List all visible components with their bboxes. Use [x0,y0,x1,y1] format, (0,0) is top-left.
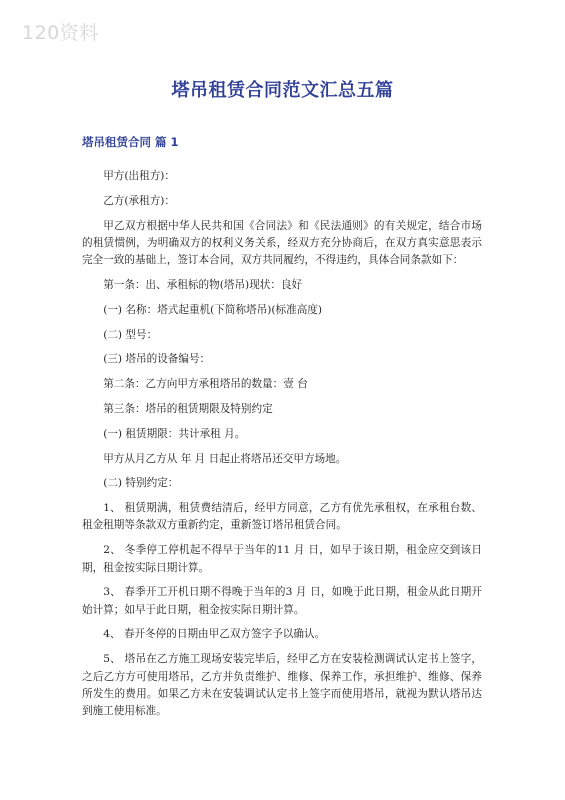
paragraph-clause-4: 4、 春开冬停的日期由甲乙双方签字予以确认。 [103,628,326,641]
paragraph-clause-3: 3、 春季开工开机日期不得晚于当年的3 月 日，如晚于此日期，租金从此日期开始计算；如早于此日期，租金按实际日期计算。 [82,586,482,616]
paragraph-article-3: 第三条：塔吊的租赁期限及特别约定 [103,402,273,415]
paragraph-return-date: 甲方从月乙方从 年 月 日起止将塔吊还交甲方场地。 [103,452,347,465]
paragraph-clause-5: 5、 塔吊在乙方施工现场安装完毕后，经甲乙方在安装检测调试认定书上签字，之后乙方方可使用塔吊，乙方并负责维护、维修、保养工作，承担维护、维修、保养所发生的费用。如果乙方未在安装调试认定书上签字而使用塔吊，就视为默认塔吊达到施工使用标准。 [82,653,482,718]
paragraph-party-a: 甲方(出租方)： [103,170,176,182]
paragraph-item-serial: (三) 塔吊的设备编号： [103,353,211,366]
paragraph-item-model: (二) 型号： [103,328,158,341]
section-heading: 塔吊租赁合同 篇 1 [82,135,179,149]
paragraph-article-1: 第一条：出、承租标的物(塔吊)现状：良好 [103,278,303,291]
paragraph-clause-2: 2、 冬季停工停机起不得早于当年的11 月 日，如早于该日期，租金应交到该日期，租金按实际日期计算。 [82,544,482,574]
paragraph-article-2: 第二条：乙方向甲方承租塔吊的数量：壹 台 [103,378,308,391]
paragraph-special-terms: (二) 特别约定： [103,477,179,490]
paragraph-party-b: 乙方(承租方)： [103,194,176,207]
paragraph-lease-term: (一) 租赁期限：共计承租 月。 [103,427,246,440]
paragraph-clause-1: 1、 租赁期满，租赁费结清后，经甲方同意，乙方有优先承租权，在承租台数、租金租期等条款双方重新约定，重新签订塔吊租赁合同。 [82,502,482,532]
paragraph-preamble: 甲乙双方根据中华人民共和国《合同法》和《民法通则》的有关规定，结合市场的租赁惯例，为明确双方的权利义务关系，经双方充分协商后，在双方真实意思表示完全一致的基础上，签订本合同，双方共同履约，不得违约，具体合同条款如下： [82,219,482,267]
watermark-logo: 120资料 [22,22,99,44]
document-title: 塔吊租赁合同范文汇总五篇 [171,80,394,101]
paragraph-item-name: (一) 名称：塔式起重机(下简称塔吊)(标准高度) [103,303,323,316]
document-body [82,168,482,720]
